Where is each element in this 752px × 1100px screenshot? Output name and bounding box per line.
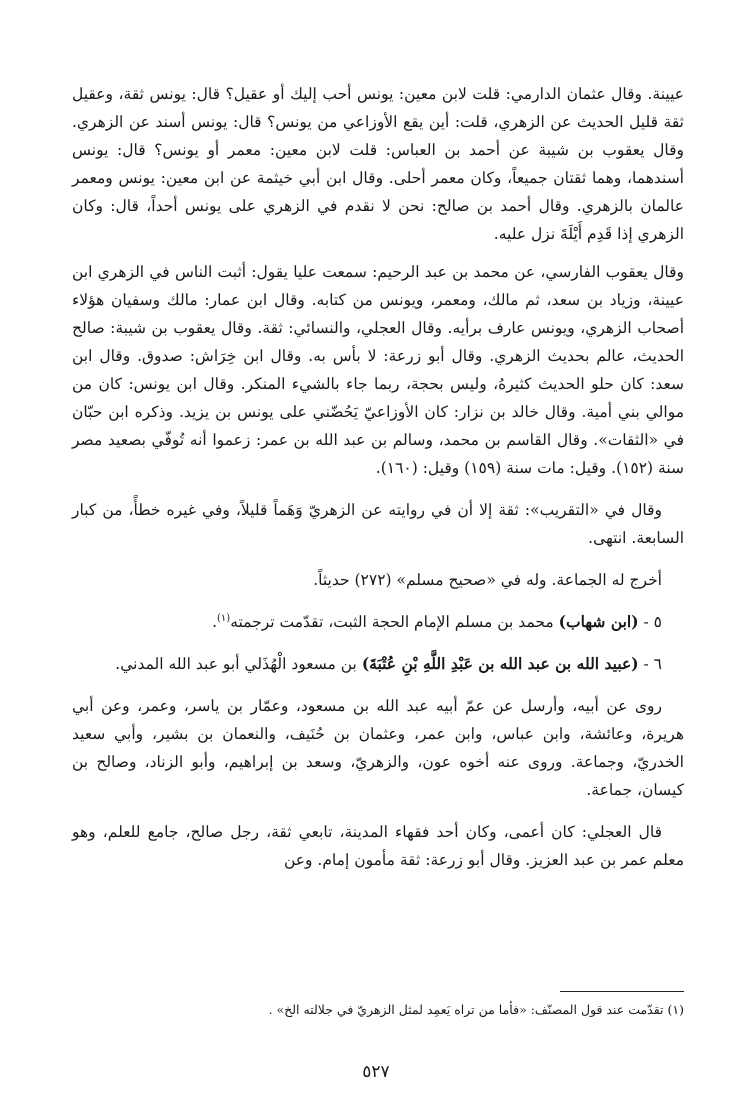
entry-5-name: (ابن شهاب) — [558, 612, 639, 631]
page-body — [72, 80, 684, 884]
entry-5-number: ٥ - — [638, 613, 662, 631]
entry-6-ubaidullah — [72, 650, 684, 678]
footnote-ref[interactable]: (١) — [217, 612, 231, 624]
entry-6-text: بن مسعود الْهُذَلي أبو عبد الله المدني. — [115, 655, 362, 673]
entry-5-text: محمد بن مسلم الإمام الحجة الثبت، تقدّمت ترجمته — [230, 613, 559, 631]
entry-6-name: (عبيد الله بن عبد الله بن عَبْدِ اللَّهِ بْنِ عُتْبَةَ) — [361, 654, 639, 673]
paragraph-takhrij: أخرج له الجماعة. وله في «صحيح مسلم» (٢٧٢) حديثاً. — [313, 571, 662, 589]
paragraph-narrations: روى عن أبيه، وأرسل عن عمّ أبيه عبد الله بن مسعود، وعمّار بن ياسر، وعمر، وعن أبي هريرة، وعائشة، وابن عباس، وابن عمر، وعثمان بن حُنَيف، والنعمان بن بشير، وأبي سعيد الخدريّ، وجماعة. وروى عنه أخوه عون، والزهريّ، وسعد بن إبراهيم، وأبو الزناد، وصالح بن كيسان، جماعة. — [72, 697, 684, 799]
paragraph-yunus-narrators: وقال يعقوب الفارسي، عن محمد بن عبد الرحيم: سمعت عليا يقول: أثبت الناس في الزهري ابن عيينة، وزياد بن سعد، ثم مالك، ومعمر، ويونس من كتابه. وقال ابن عمار: مالك وسفيان هؤلاء أصحاب الزهري، ويونس عارف برأيه. وقال العجلي، والنسائي: ثقة. وقال يعقوب بن شيبة: صالح الحديث، عالم بحديث الزهري. وقال أبو زرعة: لا بأس به. وقال ابن خِرَاش: صدوق. وقال ابن سعد: كان حلو الحديث كثيرهُ، وليس بحجة، ربما جاء بالشيء المنكر. وقال ابن يونس: كان من موالي بني أمية. وقال خالد بن نزار: كان الأوزاعيّ يَحُضّني على يونس بن يزيد. وذكره ابن حبّان في «الثقات». وقال القاسم بن محمد، وسالم بن عبد الله بن عمر: زعموا أنه تُوفّي بصعيد مصر سنة (١٥٢). وقيل: مات سنة (١٥٩) وقيل: (١٦٠). — [72, 263, 684, 477]
footnote-1: (١) تقدّمت عند قول المصنّف: «فأما من تراه يَعمِد لمثل الزهريّ في جلالته الخ» . — [268, 1002, 684, 1017]
paragraph-ijli: قال العجلي: كان أعمى، وكان أحد فقهاء المدينة، تابعي ثقة، رجل صالح، جامع للعلم، وهو معلم عمر بن عبد العزيز. وقال أبو زرعة: ثقة مأمون إمام. وعن — [72, 823, 684, 869]
paragraph-yunus-assessments: عيينة. وقال عثمان الدارمي: قلت لابن معين: يونس أحب إليك أو عقيل؟ قال: يونس ثقة، وعقيل ثقة قليل الحديث عن الزهري، قلت: أين يقع الأوزاعي من يونس؟ قال: يونس أسند عن الزهري. وقال يعقوب بن شيبة عن أحمد بن العباس: قلت لابن معين: معمر أو يونس؟ قال: يونس أسندهما، وهما ثقتان جميعاً، وكان معمر أحلى. وقال ابن أبي خيثمة عن ابن معين: يونس ومعمر عالمان بالزهري. وقال أحمد بن صالح: نحن لا نقدم في الزهري على يونس أحداً، قال: وكان الزهري إذا قَدِم أَيْلَةَ نزل عليه. — [72, 85, 684, 243]
entry-5-ibn-shihab — [72, 608, 684, 636]
page-number: ٥٢٧ — [362, 1062, 390, 1082]
footnote-divider — [560, 991, 684, 992]
entry-5-end: . — [212, 613, 217, 631]
paragraph-taqrib: وقال في «التقريب»: ثقة إلا أن في روايته عن الزهريّ وَهَماً قليلاً، وفي غيره خطأً، من كبار السابعة. انتهى. — [72, 501, 684, 547]
entry-6-number: ٦ - — [638, 655, 662, 673]
